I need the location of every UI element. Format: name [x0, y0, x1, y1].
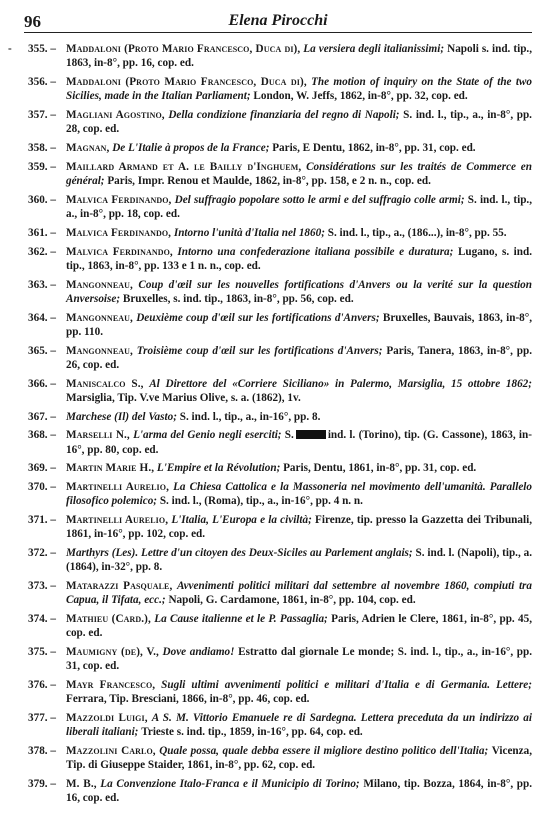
entry-author: Mazzolini Carlo, — [66, 745, 156, 758]
entry-number: 368. – — [28, 429, 56, 442]
entry-author: Maddaloni (Proto Mario Francesco, Duca di), — [66, 76, 307, 88]
redaction-mark — [296, 430, 326, 439]
entry-title: La versiera degli italianissimi; — [303, 43, 445, 55]
entry-number: 358. – — [28, 142, 56, 154]
bibliography-entry — [8, 42, 533, 70]
entry-title: Del suffragio popolare sotto le armi e del suffragio colle armi; — [174, 193, 465, 206]
entry-title: L'arma del Genio negli eserciti; — [133, 429, 282, 442]
entry-imprint: ind. l. (Torino), tip. (G. Cassone), 1863, in-16°, pp. 80, cop. ed. — [66, 429, 532, 456]
entry-imprint: S. ind. l., tip., a., in-8°, pp. 28, cop. ed. — [66, 109, 532, 136]
bibliography-list — [8, 42, 533, 806]
bibliography-entry — [12, 344, 532, 372]
entry-title: Al Direttore del «Corriere Siciliano» in Palermo, Marsiglia, 15 ottobre 1862; — [149, 377, 532, 390]
entry-imprint: Paris, Adrien le Clere, 1861, in-8°, pp. 45, cop. ed. — [66, 613, 533, 640]
entry-author: Martinelli Aurelio, — [66, 481, 169, 494]
bibliography-entry — [12, 160, 532, 188]
margin-bullet: - — [8, 43, 12, 55]
entry-imprint: Vicenza, Tip. di Giuseppe Staider, 1861, in-8°, pp. 62, cop. ed. — [66, 745, 533, 772]
entry-author: Malvica Ferdinando, — [66, 245, 173, 258]
bibliography-entry — [12, 278, 532, 306]
entry-author: Mangonneau, — [66, 278, 133, 291]
bibliography-entry — [12, 410, 532, 424]
entry-number: 360. – — [28, 193, 56, 206]
entry-number: 376. – — [28, 679, 56, 692]
entry-number: 365. – — [28, 344, 56, 357]
entry-title: The motion of inquiry on the State of the two Sicilies, made in the Italian Parliament; — [66, 76, 532, 103]
entry-imprint: Bruxelles, s. ind. tip., 1863, in-8°, pp. 56, cop. ed. — [122, 292, 354, 305]
entry-author: Magnan, — [66, 142, 110, 154]
entry-imprint: Paris, Tanera, 1863, in-8°, pp. 26, cop. ed. — [66, 344, 533, 371]
bibliography-entry — [12, 579, 532, 607]
entry-title: Troisième coup d'œil sur les fortifications d'Anvers; — [136, 344, 383, 357]
entry-title: L'Empire et la Révolution; — [156, 462, 281, 475]
entry-imprint: S. ind. l., tip., a., in-8°, pp. 18, cop. ed. — [66, 193, 533, 220]
entry-number: 373. – — [28, 580, 56, 593]
entry-number: 366. – — [28, 377, 56, 390]
entry-title: Della condizione finanziaria del regno di Napoli; — [168, 109, 400, 121]
bibliography-entry — [12, 480, 532, 508]
entry-number: 378. – — [28, 745, 56, 758]
entry-number: 379. – — [28, 778, 56, 791]
bibliography-entry — [12, 711, 532, 739]
entry-imprint-prefix: S. — [284, 429, 294, 442]
bibliography-entry — [12, 546, 532, 574]
bibliography-entry — [12, 141, 532, 155]
bibliography-entry — [12, 108, 532, 136]
entry-imprint: Napoli, G. Cardamone, 1861, in-8°, pp. 104, cop. ed. — [168, 594, 416, 607]
entry-title: De L'Italie à propos de la France; — [112, 142, 270, 154]
bibliography-entry — [12, 513, 532, 541]
entry-author: Magliani Agostino, — [66, 109, 165, 121]
entry-imprint: London, W. Jeffs, 1862, in-8°, pp. 32, cop. ed. — [253, 90, 468, 103]
entry-number: 377. – — [28, 712, 56, 725]
entry-title: Deuxième coup d'œil sur les fortifications d'Anvers; — [136, 311, 380, 324]
entry-author: Mangonneau, — [66, 344, 133, 357]
entry-number: 361. – — [28, 226, 56, 239]
bibliography-entry — [12, 461, 532, 475]
entry-title: Marchese (Il) del Vasto; — [66, 410, 177, 423]
entry-title: Intorno l'unità d'Italia nel 1860; — [173, 226, 325, 239]
bibliography-entry — [12, 744, 532, 772]
entry-imprint: S. ind. l., tip., a., (186...), in-8°, pp. 55. — [327, 226, 507, 239]
entry-title: Coup d'œil sur les nouvelles fortifications d'Anvers ou la verité sur la question Anversoise; — [66, 278, 532, 305]
entry-imprint: Ferrara, Tip. Bresciani, 1866, in-8°, pp. 46, cop. ed. — [66, 693, 310, 706]
entry-number: 357. – — [28, 109, 56, 121]
entry-imprint: Trieste s. ind. tip., 1859, in-16°, pp. 64, cop. ed. — [141, 726, 363, 739]
page-header — [24, 10, 532, 33]
entry-author: Mathieu (Card.), — [66, 613, 151, 626]
bibliography-entry — [12, 311, 532, 339]
bibliography-entry — [12, 245, 532, 273]
entry-imprint: S. ind. l. (Napoli), tip., a. (1864), in-32°, pp. 8. — [66, 547, 533, 574]
entry-number: 355. – — [28, 43, 56, 55]
entry-author: Malvica Ferdinando, — [66, 193, 172, 206]
entry-number: 371. – — [28, 514, 56, 527]
entry-title: La Chiesa Cattolica e la Massoneria nel movimento dell'umanità. Parallelo filosofico polemico; — [66, 481, 533, 508]
entry-imprint: S. ind. l., (Roma), tip., a., in-16°, pp. 4 n. n. — [159, 495, 363, 508]
entry-imprint: Paris, Impr. Renou et Maulde, 1862, in-8°, pp. 158, e 2 n. n., cop. ed. — [107, 175, 431, 187]
entry-number: 375. – — [28, 646, 56, 659]
bibliography-entry — [12, 645, 532, 673]
entry-imprint: Firenze, tip. presso la Gazzetta dei Tribunali, 1861, in-16°, pp. 102, cop. ed. — [66, 514, 532, 541]
entry-title: Considérations sur les traités de Commerce en général; — [66, 160, 532, 187]
bibliography-entry — [12, 226, 532, 240]
entry-number: 374. – — [28, 613, 56, 626]
entry-imprint: Milano, tip. Bozza, 1864, in-8°, pp. 16, cop. ed. — [66, 778, 533, 805]
entry-number: 370. – — [28, 481, 56, 494]
bibliography-entry — [12, 612, 532, 640]
entry-author: Mayr Francesco, — [66, 679, 156, 692]
entry-number: 356. – — [28, 76, 56, 88]
entry-author: Marselli N., — [66, 429, 130, 442]
bibliography-entry — [12, 428, 532, 456]
entry-imprint: Paris, E Dentu, 1862, in-8°, pp. 31, cop. ed. — [272, 142, 476, 154]
entry-author: Maddaloni (Proto Mario Francesco, Duca di), — [66, 43, 301, 55]
entry-title: Quale possa, quale debba essere il migliore destino politico dell'Italia; — [159, 745, 489, 758]
running-head: Elena Pirocchi — [228, 12, 328, 29]
bibliography-entry — [12, 678, 532, 706]
entry-title: La Cause italienne et le P. Passaglia; — [154, 613, 328, 626]
entry-number: 363. – — [28, 278, 56, 291]
entry-author: Maumigny (de), V., — [66, 646, 159, 659]
entry-title: Dove andiamo! — [162, 646, 235, 659]
entry-number: 372. – — [28, 547, 56, 560]
entry-author: Matarazzi Pasquale, — [66, 580, 173, 593]
entry-author: Martin Marie H., — [66, 462, 155, 475]
entry-title: La Convenzione Italo-Franca e il Municipio di Torino; — [100, 778, 360, 791]
entry-imprint: Estratto dal giornale Le monde; S. ind. l., tip., a., in-16°, pp. 31, cop. ed. — [66, 646, 533, 673]
entry-author: Mangonneau, — [66, 311, 133, 324]
bibliography-entry — [12, 193, 532, 221]
entry-author: M. B., — [66, 778, 97, 791]
entry-imprint: S. ind. l., tip., a., in-16°, pp. 8. — [179, 410, 321, 423]
entry-imprint: Marsiglia, Tip. V.ve Marius Olive, s. a. (1862), 1v. — [66, 391, 301, 404]
entry-number: 369. – — [28, 462, 56, 475]
entry-imprint: Paris, Dentu, 1861, in-8°, pp. 31, cop. ed. — [283, 462, 477, 475]
entry-title: L'Italia, L'Europa e la civiltà; — [171, 514, 312, 527]
entry-author: Maniscalco S., — [66, 377, 144, 390]
entry-number: 367. – — [28, 410, 56, 423]
entry-title: Intorno una confederazione italiana possibile e duratura; — [177, 245, 454, 258]
bibliography-entry — [12, 377, 532, 405]
entry-imprint: Lugano, s. ind. tip., 1863, in-8°, pp. 133 e 1 n. n., cop. ed. — [66, 245, 533, 272]
bibliography-entry — [12, 75, 532, 103]
entry-author: Maillard Armand et A. le Bailly d'Inghuem, — [66, 160, 302, 173]
entry-title: A S. M. Vittorio Emanuele re di Sardegna. Lettera preceduta da un indirizzo ai liberali italiani; — [66, 712, 533, 739]
entry-imprint: Napoli s. ind. tip., 1863, in-8°, pp. 16, cop. ed. — [66, 43, 533, 70]
page-number: 96 — [24, 12, 41, 31]
entry-title: Sugli ultimi avvenimenti politici e militari d'Italia e di Germania. Lettere; — [161, 679, 532, 692]
entry-imprint: Bruxelles, Bauvais, 1863, in-8°, pp. 110. — [66, 311, 533, 338]
entry-number: 359. – — [28, 160, 56, 173]
entry-title: Avvenimenti politici militari dal settembre al novembre 1860, compiuti tra Capua, il Tifata, ecc.; — [66, 580, 532, 607]
entry-number: 364. – — [28, 311, 56, 324]
entry-author: Malvica Ferdinando, — [66, 226, 172, 239]
entry-author: Martinelli Aurelio, — [66, 514, 169, 527]
bibliography-entry — [12, 777, 532, 805]
entry-number: 362. – — [28, 245, 56, 258]
entry-author: Mazzoldi Luigi, — [66, 712, 148, 725]
entry-title: Marthyrs (Les). Lettre d'un citoyen des Deux-Siciles au Parlement anglais; — [66, 547, 413, 560]
